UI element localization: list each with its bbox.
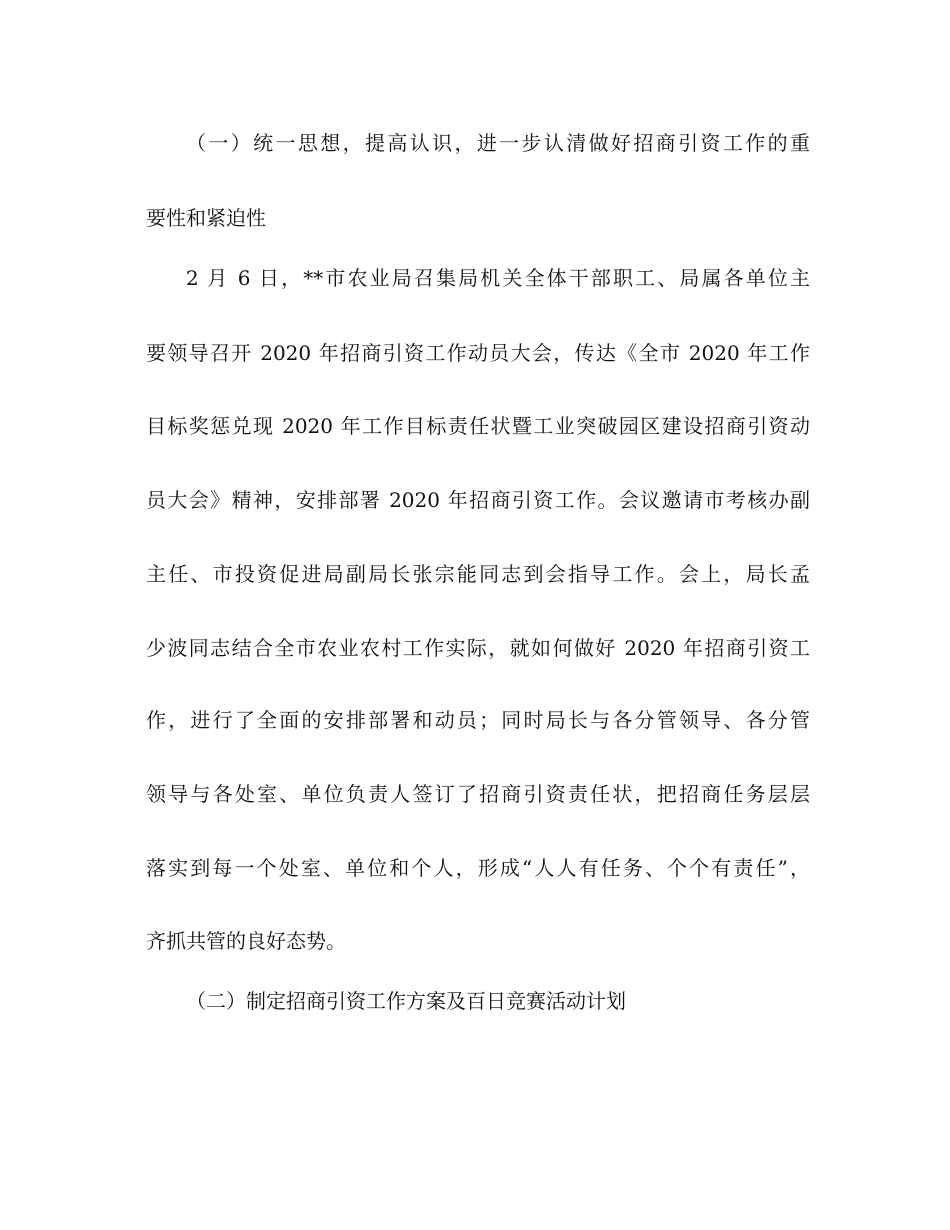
paragraph-1-line-6: 少波同志结合全市农业农村工作实际，就如何做好 2020 年招商引资工 [146,636,810,660]
section-heading-1-line-1: （一）统一思想，提高认识，进一步认清做好招商引资工作的重 [186,131,810,155]
paragraph-1-line-10: 齐抓共管的良好态势。 [146,929,346,953]
paragraph-1-line-9: 落实到每一个处室、单位和个人，形成“人人有任务、个个有责任”， [146,856,810,880]
paragraph-1-line-4: 员大会》精神，安排部署 2020 年招商引资工作。会议邀请市考核办副 [146,488,810,512]
section-heading-1-line-2: 要性和紧迫性 [146,206,266,230]
paragraph-1-line-1: 2 月 6 日，**市农业局召集局机关全体干部职工、局属各单位主 [186,266,810,290]
paragraph-1-line-2: 要领导召开 2020 年招商引资工作动员大会，传达《全市 2020 年工作 [146,341,810,365]
paragraph-1-line-5: 主任、市投资促进局副局长张宗能同志到会指导工作。会上，局长孟 [146,562,810,586]
paragraph-1-line-3: 目标奖惩兑现 2020 年工作目标责任状暨工业突破园区建设招商引资动 [146,414,810,438]
section-heading-2: （二）制定招商引资工作方案及百日竞赛活动计划 [186,989,626,1013]
paragraph-1-line-8: 领导与各处室、单位负责人签订了招商引资责任状，把招商任务层层 [146,782,810,806]
paragraph-1-line-7: 作，进行了全面的安排部署和动员；同时局长与各分管领导、各分管 [146,708,810,732]
